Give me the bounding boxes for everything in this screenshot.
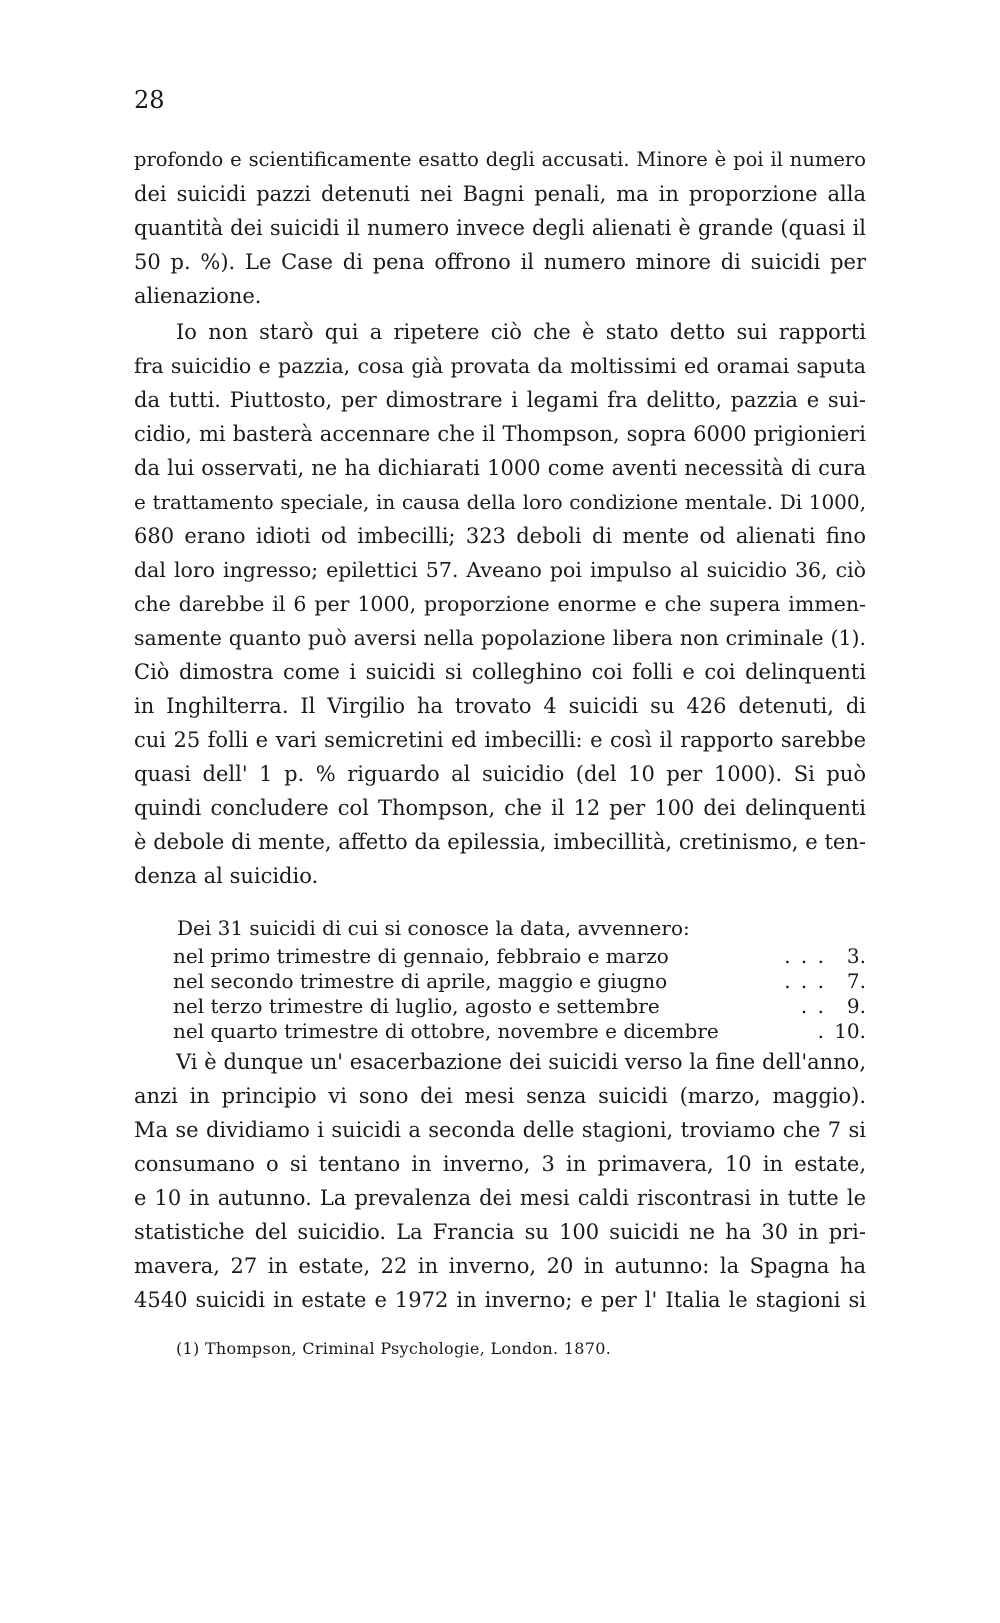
text-line: Ma se dividiamo i suicidi a seconda delle stagioni, troviamo che 7 si bbox=[134, 1118, 866, 1142]
text-line: alienazione. bbox=[134, 284, 262, 308]
text-line: samente quanto può aversi nella popolazione libera non criminale (1). bbox=[134, 626, 866, 650]
text-line: profondo e scientificamente esatto degli accusati. Minore è poi il numero bbox=[134, 148, 866, 171]
table-row bbox=[173, 1017, 866, 1045]
footnote: (1) Thompson, Criminal Psychologie, London. 1870. bbox=[176, 1339, 612, 1358]
text-line: Ciò dimostra come i suicidi si colleghino coi folli e coi delinquenti bbox=[134, 660, 866, 684]
table-row-dots: . . . bbox=[784, 969, 826, 993]
table-row-value: 3. bbox=[846, 944, 866, 968]
text-line: e 10 in autunno. La prevalenza dei mesi caldi riscontrasi in tutte le bbox=[134, 1186, 866, 1210]
text-line: 50 p. %). Le Case di pena offrono il numero minore di suicidi per bbox=[134, 250, 866, 274]
text-line: dei suicidi pazzi detenuti nei Bagni penali, ma in proporzione alla bbox=[134, 182, 866, 206]
text-line: cidio, mi basterà accennare che il Thompson, sopra 6000 prigionieri bbox=[134, 422, 866, 446]
table-row-value: 10. bbox=[834, 1019, 866, 1043]
table-intro: Dei 31 suicidi di cui si conosce la data, avvennero: bbox=[177, 916, 690, 940]
table-row-label: nel secondo trimestre di aprile, maggio e giugno bbox=[173, 969, 668, 993]
text-line: Vi è dunque un' esacerbazione dei suicidi verso la fine dell'anno, bbox=[176, 1050, 866, 1074]
text-line: fra suicidio e pazzia, cosa già provata da moltissimi ed oramai saputa bbox=[134, 354, 866, 378]
text-line: Io non starò qui a ripetere ciò che è stato detto sui rapporti bbox=[176, 320, 866, 344]
text-line: mavera, 27 in estate, 22 in inverno, 20 in autunno: la Spagna ha bbox=[134, 1254, 866, 1278]
text-line: anzi in principio vi sono dei mesi senza suicidi (marzo, maggio). bbox=[134, 1084, 866, 1108]
table-row bbox=[173, 992, 866, 1020]
table-row-dots: . . bbox=[800, 994, 826, 1018]
text-line: denza al suicidio. bbox=[134, 864, 319, 888]
text-line: quantità dei suicidi il numero invece degli alienati è grande (quasi il bbox=[134, 216, 866, 240]
table-row-label: nel terzo trimestre di luglio, agosto e settembre bbox=[173, 994, 660, 1018]
text-line: 4540 suicidi in estate e 1972 in inverno; e per l' Italia le stagioni si bbox=[134, 1288, 866, 1312]
text-line: da lui osservati, ne ha dichiarati 1000 come aventi necessità di cura bbox=[134, 456, 866, 480]
text-line: cui 25 folli e vari semicretini ed imbecilli: e così il rapporto sarebbe bbox=[134, 728, 866, 752]
text-line: da tutti. Piuttosto, per dimostrare i legami fra delitto, pazzia e sui- bbox=[134, 388, 866, 412]
table-row-label: nel quarto trimestre di ottobre, novembre e dicembre bbox=[173, 1019, 719, 1043]
text-line: 680 erano idioti od imbecilli; 323 deboli di mente od alienati fino bbox=[134, 524, 866, 548]
text-line: e trattamento speciale, in causa della loro condizione mentale. Di 1000, bbox=[134, 490, 866, 514]
text-line: è debole di mente, affetto da epilessia, imbecillità, cretinismo, e ten- bbox=[134, 830, 866, 854]
table-row bbox=[173, 967, 866, 995]
table-row-label: nel primo trimestre di gennaio, febbraio e marzo bbox=[173, 944, 669, 968]
text-line: che darebbe il 6 per 1000, proporzione enorme e che supera immen- bbox=[134, 592, 866, 616]
text-line: quasi dell' 1 p. % riguardo al suicidio (del 10 per 1000). Si può bbox=[134, 762, 866, 786]
table-row-value: 9. bbox=[846, 994, 866, 1018]
text-line: statistiche del suicidio. La Francia su 100 suicidi ne ha 30 in pri- bbox=[134, 1220, 866, 1244]
text-line: dal loro ingresso; epilettici 57. Aveano poi impulso al suicidio 36, ciò bbox=[134, 558, 866, 582]
text-line: consumano o si tentano in inverno, 3 in primavera, 10 in estate, bbox=[134, 1152, 866, 1176]
table-row bbox=[173, 942, 866, 970]
text-line: quindi concludere col Thompson, che il 12 per 100 dei delinquenti bbox=[134, 796, 866, 820]
page-number: 28 bbox=[134, 86, 165, 114]
table-row-dots: . bbox=[817, 1019, 826, 1043]
table-row-value: 7. bbox=[846, 969, 866, 993]
text-line: in Inghilterra. Il Virgilio ha trovato 4 suicidi su 426 detenuti, di bbox=[134, 694, 866, 718]
table-row-dots: . . . bbox=[784, 944, 826, 968]
